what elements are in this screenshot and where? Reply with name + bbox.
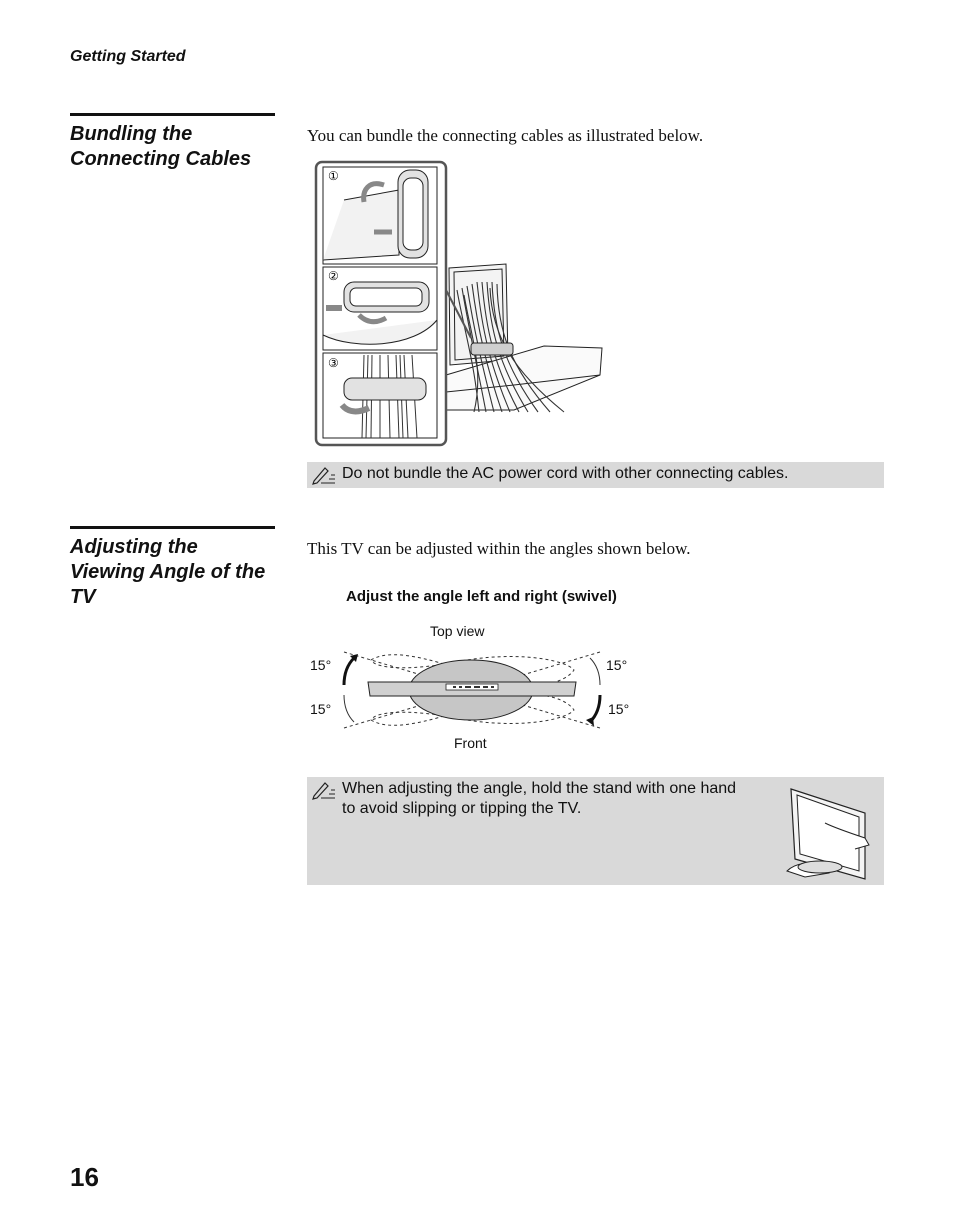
cable-holder-clip <box>471 343 513 355</box>
step-panel-1 <box>323 167 437 264</box>
swivel-diagram <box>336 640 608 735</box>
heading-bundling-line1: Bundling the <box>70 123 193 145</box>
step-label-1: ① <box>328 169 339 183</box>
heading-viewing-line3: TV <box>70 586 96 608</box>
swivel-subheading: Adjust the angle left and right (swivel) <box>346 588 617 605</box>
note-viewing-line1: When adjusting the angle, hold the stand with one hand <box>342 780 737 797</box>
bundling-intro: You can bundle the connecting cables as illustrated below. <box>307 126 704 145</box>
step-panel-3 <box>323 353 437 438</box>
top-view-label: Top view <box>430 623 485 639</box>
viewing-intro: This TV can be adjusted within the angles shown below. <box>307 539 691 558</box>
pencil-note-icon <box>311 465 337 485</box>
heading-viewing <box>70 535 285 610</box>
angle-top-right: 15° <box>606 657 628 673</box>
curved-arrow-outline-icon-right <box>590 658 600 685</box>
heading-viewing-line1: Adjusting the <box>70 536 198 558</box>
section-rule-viewing <box>70 526 275 529</box>
step-label-3: ③ <box>328 356 339 370</box>
angle-top-left: 15° <box>310 657 332 673</box>
pencil-note-icon <box>311 780 337 800</box>
heading-bundling <box>70 122 285 172</box>
cable-bundling-illustration <box>314 160 614 448</box>
section-label: Getting Started <box>70 48 186 65</box>
heading-bundling-line2: Connecting Cables <box>70 148 252 170</box>
curved-arrow-icon <box>344 658 354 685</box>
front-label: Front <box>454 735 487 751</box>
hand-holding-stand-illustration <box>785 783 871 881</box>
angle-bottom-right: 15° <box>608 701 630 717</box>
note-box-bundling <box>307 462 884 488</box>
heading-viewing-line2: Viewing Angle of the <box>70 561 266 583</box>
angle-bottom-left: 15° <box>310 701 332 717</box>
step-label-2: ② <box>328 269 339 283</box>
note-text-viewing <box>342 779 736 819</box>
note-box-viewing <box>307 777 884 885</box>
step-panel-2 <box>323 267 437 350</box>
page-number: 16 <box>70 1162 99 1192</box>
curved-arrow-outline-icon <box>344 695 354 722</box>
note-text-bundling: Do not bundle the AC power cord with other connecting cables. <box>342 465 789 482</box>
note-viewing-line2: to avoid slipping or tipping the TV. <box>342 800 582 817</box>
section-rule-bundling <box>70 113 275 116</box>
